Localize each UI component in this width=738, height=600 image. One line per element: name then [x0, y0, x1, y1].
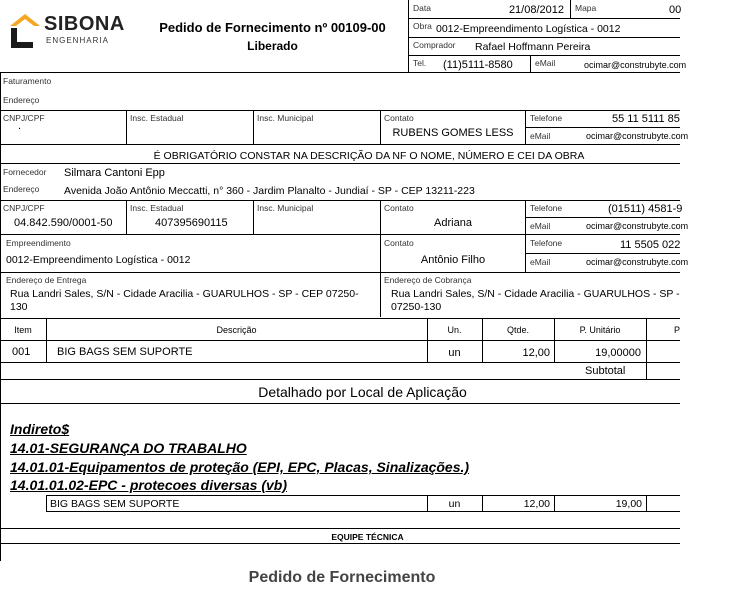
- obra-value: 0012-Empreendimento Logística - 0012: [436, 23, 621, 35]
- forn-endereco-label: Endereço: [3, 184, 40, 194]
- forn-endereco-value: Avenida João Antônio Meccatti, n° 360 - Jardim Planalto - Jundiaí - SP - CEP 13211-223: [64, 185, 475, 197]
- entrega-line2: 130: [10, 301, 28, 313]
- det-row-unitario: 19,00: [615, 498, 642, 510]
- fat-ie-label: Insc. Estadual: [130, 113, 184, 123]
- mapa-label: Mapa: [575, 3, 597, 13]
- brand-name: SIBONA: [44, 13, 125, 35]
- date-value: 21/08/2012: [508, 4, 564, 16]
- col-total: P: [674, 325, 681, 335]
- fat-im-label: Insc. Municipal: [257, 113, 314, 123]
- obra-label: Obra: [413, 21, 432, 31]
- fat-telefone-value: 55 11 5111 85: [612, 113, 680, 125]
- status-label: Liberado: [247, 39, 298, 53]
- fat-contato-value: RUBENS GOMES LESS: [392, 127, 514, 139]
- logo: [8, 12, 42, 48]
- comprador-label: Comprador: [413, 40, 456, 50]
- top-email-label: eMail: [535, 58, 556, 68]
- det-row-descricao: BIG BAGS SEM SUPORTE: [50, 498, 180, 510]
- comprador-value: Rafael Hoffmann Pereira: [475, 41, 591, 53]
- detalhado-seguranca: 14.01-SEGURANÇA DO TRABALHO: [10, 440, 247, 456]
- fat-contato-label: Contato: [384, 113, 414, 123]
- forn-ie-value: 407395690115: [155, 217, 228, 229]
- entrega-label: Endereço de Entrega: [6, 275, 87, 285]
- fornecedor-label: Fornecedor: [3, 167, 47, 177]
- col-item: Item: [14, 325, 32, 335]
- col-unitario: P. Unitário: [579, 325, 621, 335]
- endereco-label: Endereço: [3, 95, 40, 105]
- emp-email-value: ocimar@construbyte.com: [586, 257, 689, 267]
- forn-contato-label: Contato: [384, 203, 414, 213]
- sibona-logo-icon: [8, 12, 42, 48]
- col-descricao: Descrição: [216, 325, 257, 335]
- cobranca-line1: Rua Landri Sales, S/N - Cidade Aracilia - GUARULHOS - SP -: [391, 288, 680, 300]
- row-unitario: 19,00000: [595, 347, 641, 359]
- col-un: Un.: [447, 325, 462, 335]
- empreendimento-value: 0012-Empreendimento Logística - 0012: [6, 254, 191, 266]
- page-title: Pedido de Fornecimento nº 00109-00: [159, 20, 386, 35]
- col-qtde: Qtde.: [506, 325, 529, 335]
- forn-email-value: ocimar@construbyte.com: [586, 221, 689, 231]
- forn-email-label: eMail: [530, 221, 551, 231]
- fornecedor-value: Silmara Cantoni Epp: [64, 167, 165, 179]
- obrigatorio-notice: É OBRIGATÓRIO CONSTAR NA DESCRIÇÃO DA NF O NOME, NÚMERO E CEI DA OBRA: [153, 150, 585, 162]
- emp-telefone-label: Telefone: [530, 238, 563, 248]
- detalhado-epc: 14.01.01.02-EPC - protecoes diversas (vb): [10, 477, 288, 493]
- mapa-value: 00: [669, 4, 682, 16]
- tel-value: (11)5111-8580: [443, 59, 513, 71]
- cobranca-line2: 07250-130: [391, 301, 442, 313]
- emp-email-label: eMail: [530, 257, 551, 267]
- fat-email-value: ocimar@construbyte.com: [586, 131, 689, 141]
- forn-contato-value: Adriana: [434, 217, 472, 229]
- row-descricao: BIG BAGS SEM SUPORTE: [57, 346, 193, 358]
- forn-telefone-value: (01511) 4581-9: [608, 203, 683, 215]
- det-row-qtde: 12,00: [523, 498, 550, 510]
- fat-telefone-label: Telefone: [530, 113, 563, 123]
- faturamento-label: Faturamento: [3, 76, 52, 86]
- top-email-value: ocimar@construbyte.com: [584, 60, 687, 70]
- forn-ie-label: Insc. Estadual: [130, 203, 184, 213]
- forn-telefone-label: Telefone: [530, 203, 563, 213]
- forn-cnpj-label: CNPJ/CPF: [3, 203, 45, 213]
- tel-label: Tel.: [413, 58, 427, 68]
- det-row-un: un: [448, 498, 461, 510]
- forn-cnpj-value: 04.842.590/0001-50: [14, 217, 113, 229]
- row-qtde: 12,00: [522, 347, 550, 359]
- detalhado-indireto: Indireto$: [10, 421, 70, 437]
- empreendimento-label: Empreendimento: [6, 238, 71, 248]
- cobranca-label: Endereço de Cobrança: [384, 275, 472, 285]
- emp-contato-value: Antônio Filho: [420, 254, 486, 266]
- row-item: 001: [12, 346, 31, 358]
- detalhado-title: Detalhado por Local de Aplicação: [258, 384, 467, 400]
- emp-contato-label: Contato: [384, 238, 414, 248]
- emp-telefone-value: 11 5505 022: [620, 239, 681, 251]
- brand-sub: ENGENHARIA: [46, 36, 109, 45]
- entrega-line1: Rua Landri Sales, S/N - Cidade Aracilia - GUARULHOS - SP - CEP 07250-: [10, 288, 359, 300]
- detalhado-equipamentos: 14.01.01-Equipamentos de proteção (EPI, EPC, Placas, Sinalizações.): [10, 459, 470, 475]
- forn-im-label: Insc. Municipal: [257, 203, 314, 213]
- date-label: Data: [413, 3, 431, 13]
- subtotal-label: Subtotal: [585, 365, 626, 377]
- fat-email-label: eMail: [530, 131, 551, 141]
- caption: Pedido de Fornecimento: [248, 569, 436, 586]
- fat-cnpj-label: CNPJ/CPF: [3, 113, 45, 123]
- equipe-tecnica: EQUIPE TÉCNICA: [331, 532, 404, 542]
- fat-cnpj-value: .: [18, 120, 22, 132]
- row-un: un: [448, 347, 461, 359]
